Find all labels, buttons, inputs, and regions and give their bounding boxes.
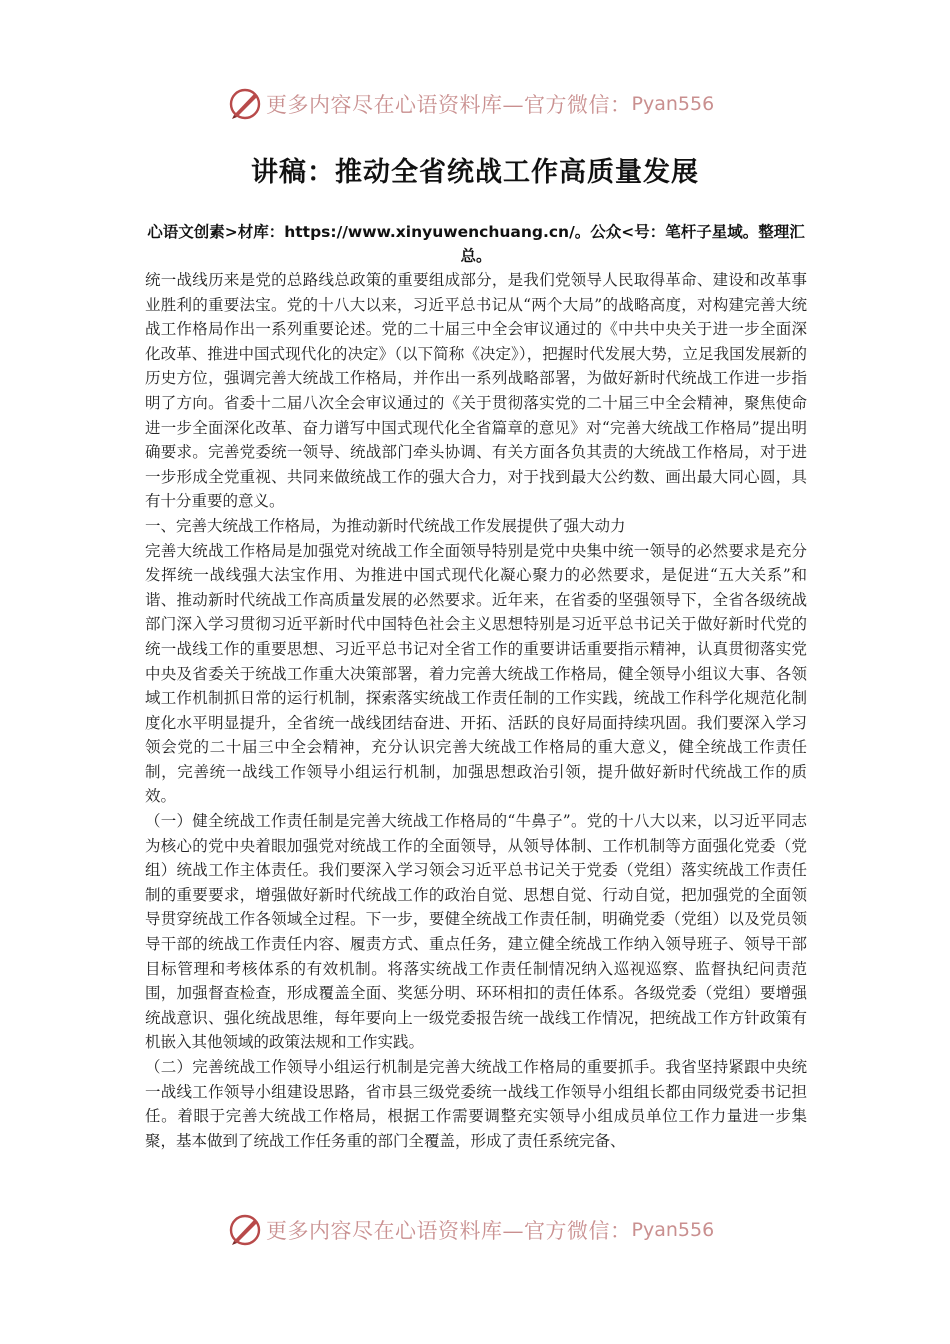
banner-wechat-id: Pyan556: [631, 93, 715, 115]
pen-logo-icon: [228, 1213, 262, 1247]
banner-text: 更多内容尽在心语资料库—官方微信：: [266, 1219, 632, 1243]
page-title: 讲稿：推动全省统战工作高质量发展: [251, 157, 699, 188]
paragraph: 完善大统战工作格局是加强党对统战工作全面领导特别是党中央集中统一领导的必然要求是充分发挥统一战线强大法宝作用、为推进中国式现代化凝心聚力的必然要求，是促进“五大关系”和谐、推动新时代统战工作高质量发展的必然要求。近年来，在省委的坚强领导下，全省各级统战部门深入学习贯彻习近平新时代中国特色社会主义思想特别是习近平总书记关于做好新时代党的统一战线工作的重要思想、习近平总书记对全省工作的重要讲话重要指示精神，认真贯彻落实党中央及省委关于统战工作重大决策部署，着力完善大统战工作格局，健全领导小组议大事、各领域工作机制抓日常的运行机制，探索落实统战工作责任制的工作实践，统战工作科学化规范化制度化水平明显提升，全省统一战线团结奋进、开拓、活跃的良好局面持续巩固。我们要深入学习领会党的二十届三中全会精神，充分认识完善大统战工作格局的重大意义，健全统战工作责任制，完善统一战线工作领导小组运行机制，加强思想政治引领，提升做好新时代统战工作的质效。: [145, 541, 807, 806]
banner-text: 更多内容尽在心语资料库—官方微信：: [266, 93, 632, 117]
pen-logo-icon: [228, 87, 262, 121]
paragraph: 统一战线历来是党的总路线总政策的重要组成部分，是我们党领导人民取得革命、建设和改革事业胜利的重要法宝。党的十八大以来，习近平总书记从“两个大局”的战略高度，对构建完善大统战工作格局作出一系列重要论述。党的二十届三中全会审议通过的《中共中央关于进一步全面深化改革、推进中国式现代化的决定》（以下简称《决定》），把握时代发展大势，立足我国发展新的历史方位，强调完善大统战工作格局，并作出一系列战略部署，为做好新时代统战工作进一步指明了方向。省委十二届八次全会审议通过的《关于贯彻落实党的二十届三中全会精神，聚焦使命进一步全面深化改革、奋力谱写中国式现代化全省篇章的意见》对“完善大统战工作格局”提出明确要求。完善党委统一领导、统战部门牵头协调、有关方面各负其责的大统战工作格局，对于进一步形成全党重视、共同来做统战工作的强大合力，对于找到最大公约数、画出最大同心圆，具有十分重要的意义。: [145, 271, 807, 511]
paragraph: （一）健全统战工作责任制是完善大统战工作格局的“牛鼻子”。党的十八大以来，以习近平同志为核心的党中央着眼加强党对统战工作的全面领导，从领导体制、工作机制等方面强化党委（党组）统战工作主体责任。我们要深入学习领会习近平总书记关于党委（党组）落实统战工作责任制的重要要求，增强做好新时代统战工作的政治自觉、思想自觉、行动自觉，把加强党的全面领导贯穿统战工作各领域全过程。下一步，要健全统战工作责任制，明确党委（党组）以及党员领导干部的统战工作责任内容、履责方式、重点任务，建立健全统战工作纳入领导班子、领导干部目标管理和考核体系的有效机制。将落实统战工作责任制情况纳入巡视巡察、监督执纪问责范围，加强督查检查，形成覆盖全面、奖惩分明、环环相扣的责任体系。各级党委（党组）要增强统战意识、强化统战思维，每年要向上一级党委报告统一战线工作情况，把统战工作方针政策有机嵌入其他领域的政策法规和工作实践。: [145, 812, 807, 1052]
document-body: [145, 268, 807, 1153]
footer-banner: [228, 1210, 748, 1250]
banner-wechat-id: Pyan556: [631, 1219, 715, 1241]
paragraph: （二）完善统战工作领导小组运行机制是完善大统战工作格局的重要抓手。我省坚持紧跟中央统一战线工作领导小组建设思路，省市县三级党委统一战线工作领导小组组长都由同级党委书记担任。着眼于完善大统战工作格局，根据工作需要调整充实领导小组成员单位工作力量进一步集聚，基本做到了统战工作任务重的部门全覆盖，形成了责任系统完备、: [145, 1058, 807, 1150]
source-line: 心语文创素>材库：https://www.xinyuwenchuang.cn/。公众<号：笔杆子星域。整理汇总。: [147, 223, 805, 265]
header-banner: [228, 84, 748, 124]
section-heading: 一、完善大统战工作格局，为推动新时代统战工作发展提供了强大动力: [145, 516, 626, 535]
